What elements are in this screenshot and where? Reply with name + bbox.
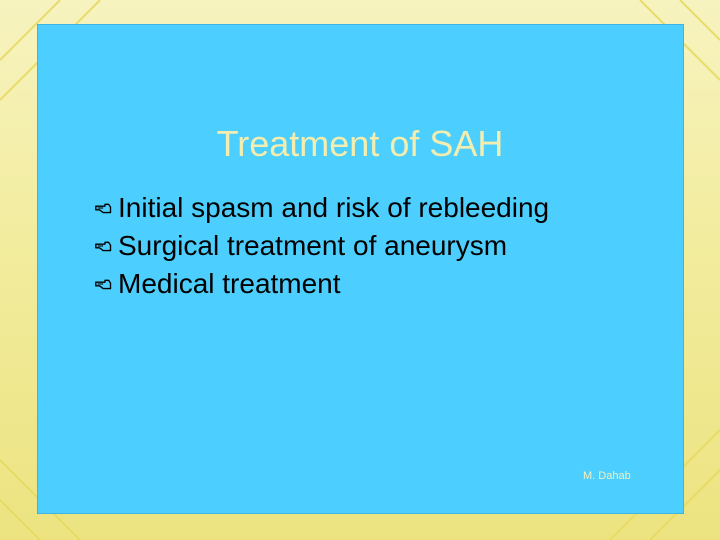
bullet-item <box>94 192 614 224</box>
bullet-text: Surgical treatment of aneurysm <box>118 230 508 261</box>
bullet-item <box>94 268 614 300</box>
bullet-list <box>94 192 614 306</box>
footer-author: M. Dahab <box>583 470 631 482</box>
hand-pointer-icon <box>94 273 116 295</box>
bullet-item <box>94 230 614 262</box>
slide-title: Treatment of SAH <box>216 123 504 164</box>
hand-pointer-icon <box>94 235 116 257</box>
bullet-text: Initial spasm and risk of rebleeding <box>118 192 550 223</box>
bullet-text: Medical treatment <box>118 268 341 299</box>
hand-pointer-icon <box>94 197 116 219</box>
